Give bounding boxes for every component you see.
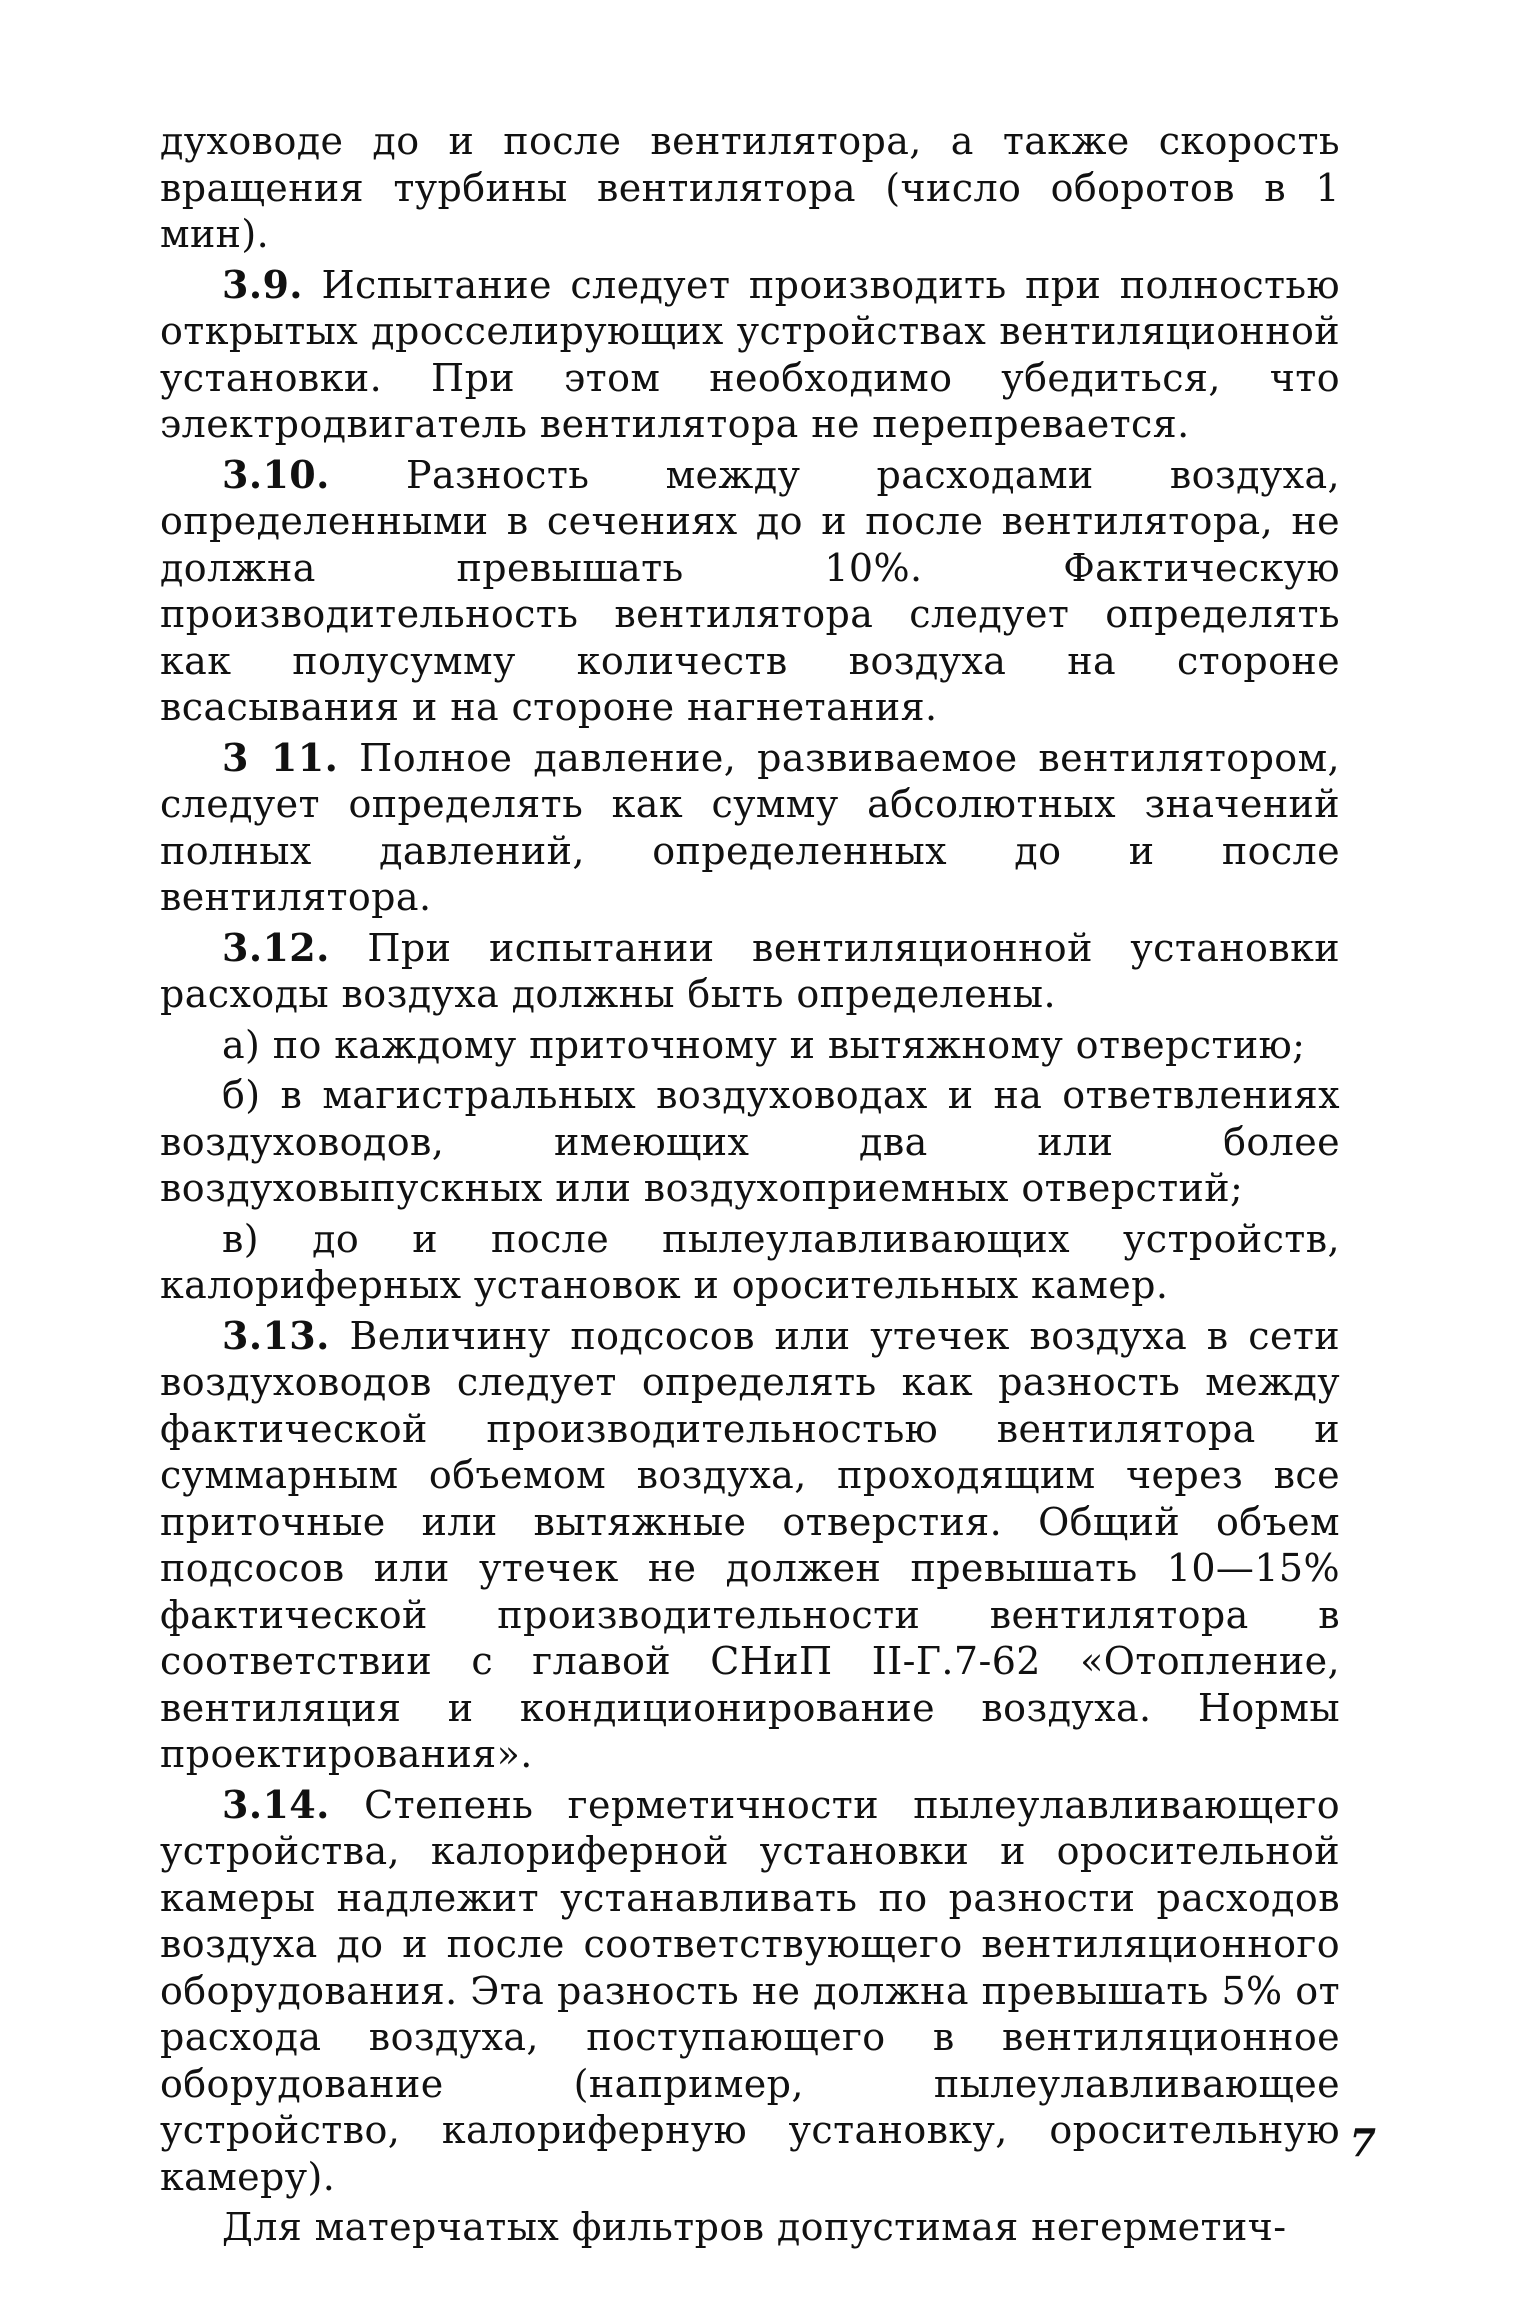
section-number: 3.10. <box>222 451 330 497</box>
paragraph-text: Величину подсосов или утечек воздуха в сети воздуховодов следует определять как разность между фактической производительностью вентилятора и суммарным объемом воздуха, проходящим через все приточные или вытяжные отверстия. Общий объем подсосов или утечек не должен превышать 10—15% фактической производительности вентилятора в соответствии с главой СНиП II-Г.7-62 «Отопление, вентиляция и кондиционирование воздуха. Нормы проектирования». <box>160 1313 1340 1776</box>
list-item-a <box>160 1022 1340 1069</box>
paragraph-text: При испытании вентиляционной установки расходы воздуха должны быть определены. <box>160 925 1340 1016</box>
paragraph-text: б) в магистральных воздуховодах и на ответвлениях воздуховодов, имеющих два или более воздуховыпускных или воздухоприемных отверстий; <box>160 1073 1340 1210</box>
paragraph-text: Полное давление, развиваемое вентилятором, следует определять как сумму абсолютных значений полных давлений, определенных до и после вентилятора. <box>160 735 1341 919</box>
paragraph-3-9 <box>160 262 1340 448</box>
paragraph-text: в) до и после пылеулавливающих устройств, калориферных установок и оросительных камер. <box>160 1216 1340 1307</box>
page-number: 7 <box>1349 2120 1376 2165</box>
paragraph-text: Разность между расходами воздуха, определенными в сечениях до и после вентилятора, не должна превышать 10%. Фактическую производительность вентилятора следует определять как полусумму количеств воздуха на стороне всасывания и на стороне нагнетания. <box>160 452 1340 729</box>
paragraph-3-12 <box>160 925 1340 1018</box>
paragraph-3-13 <box>160 1313 1340 1778</box>
paragraph-text: духоводе до и после вентилятора, а также скорость вращения турбины вентилятора (число оборотов в 1 мин). <box>160 119 1340 256</box>
paragraph-text: Степень герметичности пылеулавливающего устройства, калориферной установки и оросительной камеры надлежит устанавливать по разности расходов воздуха до и после соответствующего вентиляционного оборудования. Эта разность не должна превышать 5% от расхода воздуха, поступающего в вентиляционное оборудование (например, пылеулавливающее устройство, калориферную установку, оросительную камеру). <box>160 1782 1340 2199</box>
section-number: 3.14. <box>222 1781 330 1827</box>
paragraph-text: Для матерчатых фильтров допустимая негерметич- <box>222 2205 1287 2249</box>
section-number: 3.12. <box>222 924 330 970</box>
section-number: 3.9. <box>222 261 303 307</box>
section-number: 3.13. <box>222 1312 330 1358</box>
list-item-v <box>160 1216 1340 1309</box>
paragraph-intro <box>160 118 1340 258</box>
paragraph-filters <box>160 2204 1340 2251</box>
list-item-b <box>160 1072 1340 1212</box>
section-number: 3 11. <box>222 734 339 780</box>
paragraph-3-11 <box>160 735 1340 921</box>
paragraph-text: Испытание следует производить при полностью открытых дросселирующих устройствах вентиляционной установки. При этом необходимо убедиться, что электродвигатель вентилятора не перепревается. <box>160 262 1340 446</box>
paragraph-3-14 <box>160 1782 1340 2201</box>
document-page <box>160 118 1341 2249</box>
paragraph-3-10 <box>160 452 1340 731</box>
paragraph-text: а) по каждому приточному и вытяжному отверстию; <box>222 1022 1306 1067</box>
